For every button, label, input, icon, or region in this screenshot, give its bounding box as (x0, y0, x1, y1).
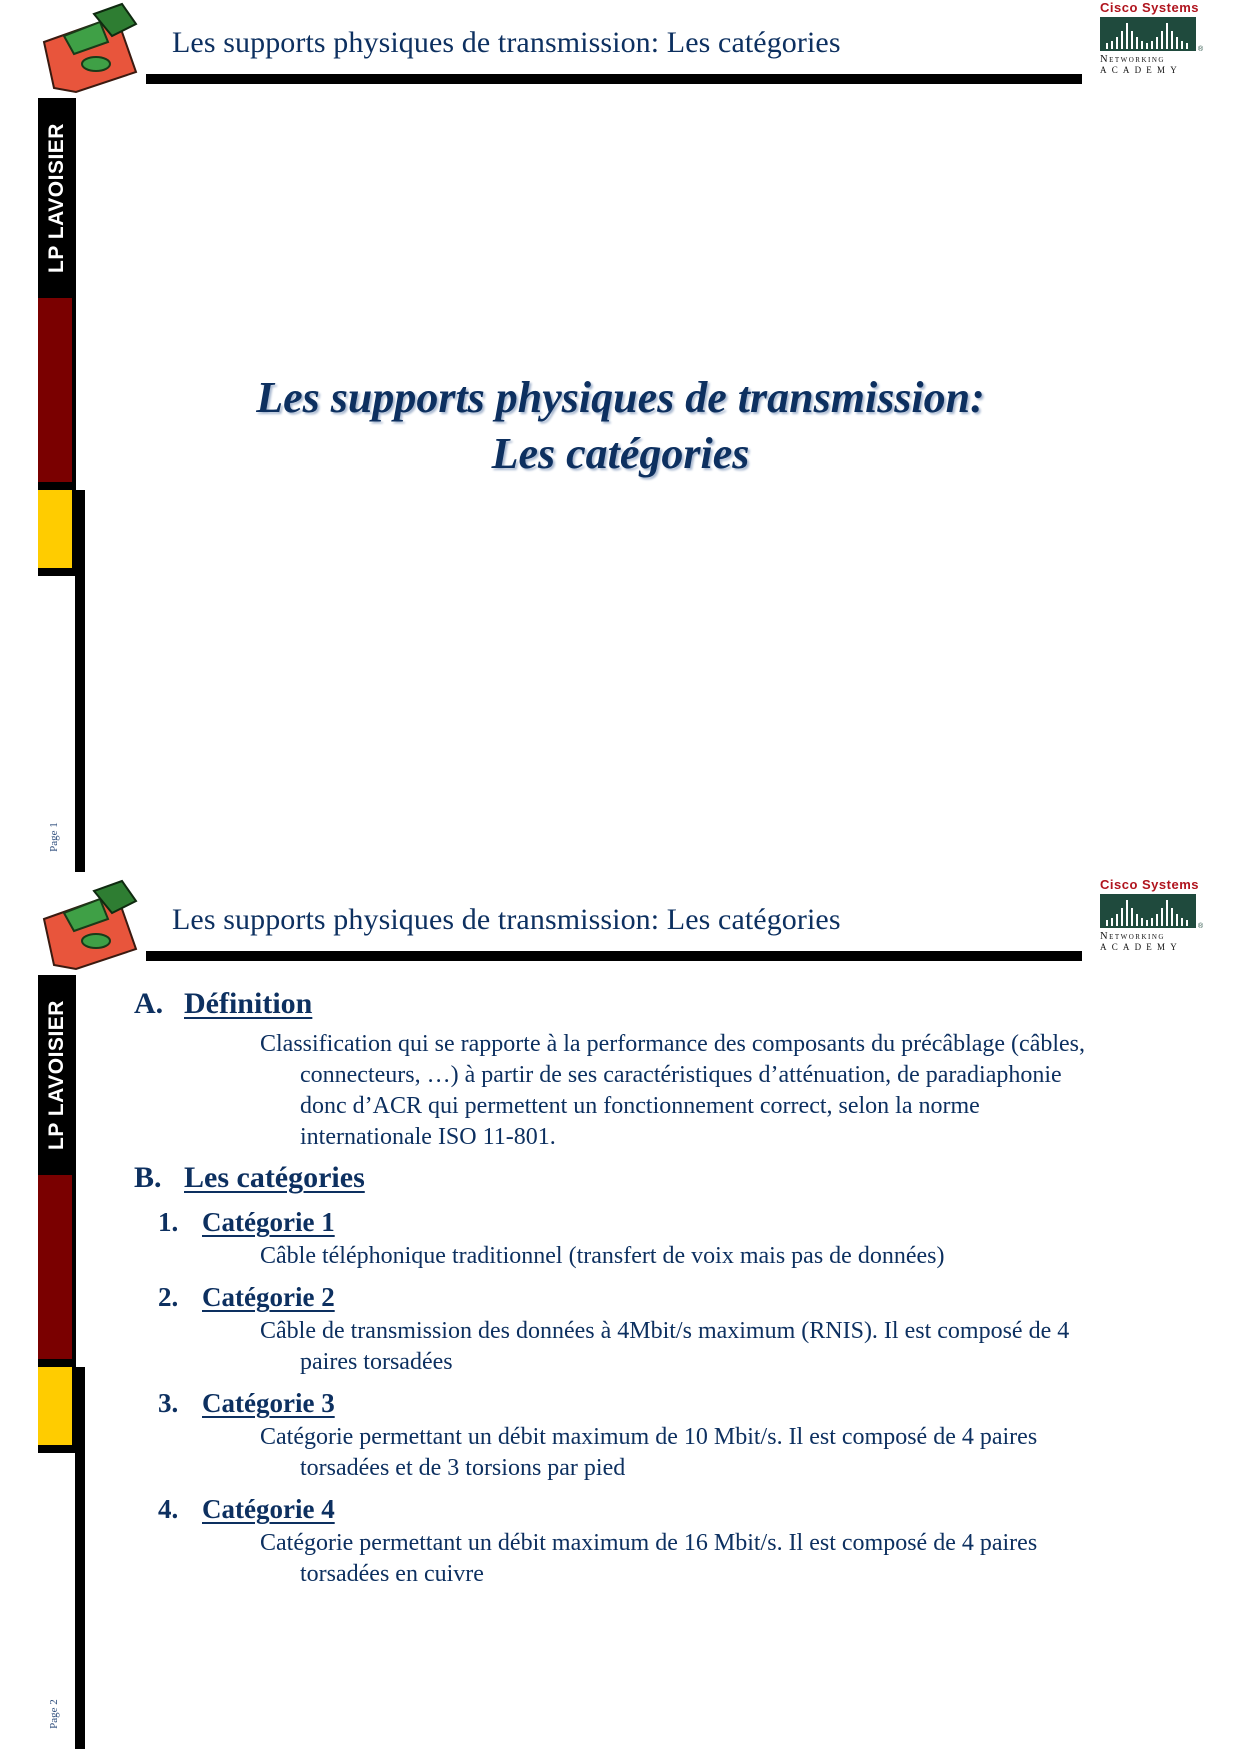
slide-2 (0, 877, 1241, 1754)
header-title: Les supports physiques de transmission: Les catégories (172, 903, 841, 936)
sidebar-yellow-band (38, 1367, 72, 1445)
floppy-disk-logo-icon (36, 2, 148, 94)
category-heading-3: 3. Catégorie 3 (158, 1388, 335, 1418)
category-heading-2: 2. Catégorie 2 (158, 1282, 335, 1312)
header-title: Les supports physiques de transmission: Les catégories (172, 26, 841, 59)
header-rule (146, 951, 1082, 961)
sidebar-yellow-band (38, 490, 72, 568)
sidebar-divider (38, 1359, 76, 1367)
cisco-brand: Cisco Systems (1100, 0, 1199, 15)
sidebar-label: LP LAVOISIER (45, 1000, 69, 1150)
definition-text: Classification qui se rapporte à la performance des composants du précâblage (câbles, connecteurs, …) à partir de ses caractéristiques d’atténuation, de paradiaphonie donc d’ACR qui permettent un fonctionnement correct, selon la norme internationale ISO 11-801. (260, 1031, 1086, 1150)
category-text-3: Catégorie permettant un débit maximum de 10 Mbit/s. Il est composé de 4 paires torsadées et de 3 torsions par pied (260, 1424, 1038, 1481)
cisco-academy-logo (1100, 877, 1210, 962)
cisco-bridge-icon (1100, 894, 1196, 928)
section-heading-categories: B. Les catégories (134, 1161, 365, 1194)
page-number: Page 1 (48, 822, 61, 852)
page-number: Page 2 (48, 1699, 61, 1729)
sidebar-divider (38, 1445, 76, 1453)
header-rule (146, 74, 1082, 84)
floppy-disk-logo-icon (36, 879, 148, 971)
section-heading-definition: A. Définition (134, 987, 313, 1020)
cisco-academy: ACADEMY (1100, 942, 1182, 952)
cisco-brand: Cisco Systems (1100, 877, 1199, 892)
category-text-4: Catégorie permettant un débit maximum de 16 Mbit/s. Il est composé de 4 paires torsadées en cuivre (260, 1530, 1038, 1587)
cisco-academy-logo (1100, 0, 1210, 85)
slide-content (134, 985, 1094, 1590)
sidebar-divider (38, 482, 76, 490)
sidebar-red-band (38, 1175, 72, 1359)
registered-mark: ® (1198, 46, 1204, 53)
slide-title-line-2: Les catégories (491, 429, 750, 478)
category-text-1: Câble téléphonique traditionnel (transfert de voix mais pas de données) (260, 1243, 945, 1269)
sidebar-label: LP LAVOISIER (45, 123, 69, 273)
slide-title (0, 370, 1241, 482)
sidebar-divider (38, 568, 76, 576)
category-text-2: Câble de transmission des données à 4Mbit/s maximum (RNIS). Il est composé de 4 paires torsadées (260, 1318, 1070, 1375)
sidebar-divider (72, 1175, 76, 1365)
category-heading-4: 4. Catégorie 4 (158, 1494, 335, 1524)
cisco-academy: ACADEMY (1100, 65, 1182, 75)
registered-mark: ® (1198, 923, 1204, 930)
cisco-networking: Networking (1100, 54, 1165, 65)
sidebar-vertical-rule (75, 490, 85, 872)
slide-title-line-1: Les supports physiques de transmission: (256, 373, 985, 422)
category-heading-1: 1. Catégorie 1 (158, 1207, 335, 1237)
cisco-networking: Networking (1100, 931, 1165, 942)
cisco-bridge-icon (1100, 17, 1196, 51)
sidebar-vertical-rule (75, 1367, 85, 1749)
